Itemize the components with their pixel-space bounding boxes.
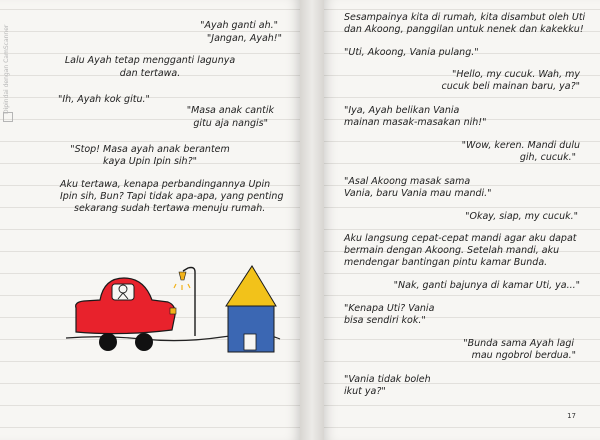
text-line: "Uti, Akoong, Vania pulang."	[344, 47, 479, 58]
text-line: "Okay, siap, my cucuk."	[465, 211, 578, 222]
text-line: "Nak, ganti bajunya di kamar Uti, ya..."	[393, 280, 580, 291]
house-door	[244, 334, 256, 350]
text-line: Vania, baru Vania mau mandi."	[344, 188, 492, 199]
text-line: "Iya, Ayah belikan Vania	[344, 105, 460, 116]
text-line: Lalu Ayah tetap mengganti lagunya	[64, 55, 236, 66]
text-line: Aku langsung cepat-cepat mandi agar aku dapat	[344, 233, 577, 244]
right-page	[324, 0, 600, 440]
text-line: "Asal Akoong masak sama	[344, 176, 471, 187]
scanner-logo-icon	[3, 112, 13, 122]
text-line: "Bunda sama Ayah lagi	[463, 338, 574, 349]
text-line: bisa sendiri kok."	[344, 315, 426, 326]
text-line: "Jangan, Ayah!"	[206, 33, 282, 44]
text-line: "Kenapa Uti? Vania	[344, 303, 435, 314]
car-window	[112, 284, 134, 300]
text-line: gih, cucuk."	[519, 152, 576, 163]
text-line: "Ih, Ayah kok gitu."	[58, 94, 150, 105]
text-line: "Stop! Masa ayah anak berantem	[70, 144, 230, 155]
text-line: dan Akoong, panggilan untuk nenek dan kakekku!	[344, 24, 584, 35]
text-line: Ipin sih, Bun? Tapi tidak apa-apa, yang penting	[60, 191, 284, 202]
car-wheel-back	[135, 333, 153, 351]
text-line: gitu aja nangis"	[193, 118, 268, 129]
text-line: bermain dengan Akoong. Setelah mandi, aku	[344, 245, 560, 256]
book-gutter	[300, 0, 324, 440]
text-line: Aku tertawa, kenapa perbandingannya Upin	[60, 179, 271, 190]
text-line: ikut ya?"	[344, 386, 386, 397]
car-headlight	[170, 308, 176, 314]
blue-house-icon	[226, 266, 276, 352]
crayon-illustration	[62, 258, 284, 370]
text-line: "Masa anak cantik	[186, 105, 274, 116]
street-lamp-icon	[174, 268, 195, 337]
text-line: Sesampainya kita di rumah, kita disambut oleh Uti	[344, 12, 586, 23]
text-line: dan tertawa.	[119, 68, 181, 79]
text-line: "Hello, my cucuk. Wah, my	[451, 69, 580, 80]
text-line: "Wow, keren. Mandi dulu	[461, 140, 580, 151]
text-line: cucuk beli mainan baru, ya?"	[441, 81, 580, 92]
text-line: sekarang sudah tertawa menuju rumah.	[74, 203, 266, 214]
text-line: mendengar bantingan pintu kamar Bunda.	[344, 257, 548, 268]
text-line: kaya Upin Ipin sih?"	[103, 156, 197, 167]
page-number: 17	[567, 412, 576, 420]
text-line: "Ayah ganti ah."	[200, 20, 278, 31]
text-line: mainan masak-masakan nih!"	[344, 117, 487, 128]
scanner-watermark: Dipindai dengan CamScanner	[3, 24, 10, 114]
text-line: "Vania tidak boleh	[344, 374, 431, 385]
car-wheel-front	[99, 333, 117, 351]
text-line: mau ngobrol berdua."	[471, 350, 576, 361]
